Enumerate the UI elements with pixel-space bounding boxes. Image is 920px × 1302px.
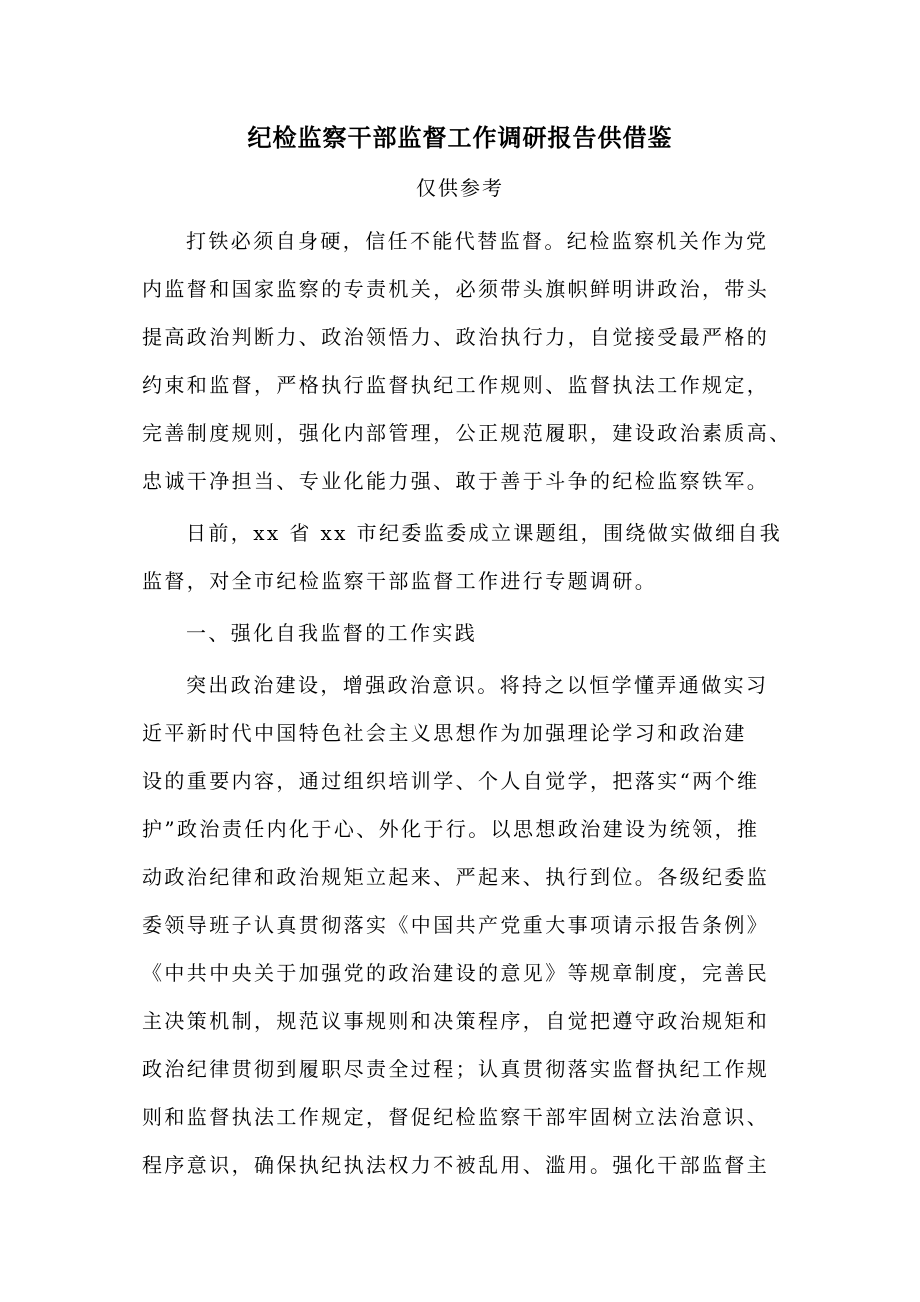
paragraph-line: 动政治纪律和政治规矩立起来、严起来、执行到位。各级纪委监 <box>142 865 770 889</box>
paragraph-line: 突出政治建设，增强政治意识。将持之以恒学懂弄通做实习 <box>186 673 769 697</box>
paragraph-line: 提高政治判断力、政治领悟力、政治执行力，自觉接受最严格的 <box>142 325 770 349</box>
paragraph-line: 监督，对全市纪检监察干部监督工作进行专题调研。 <box>142 569 658 593</box>
paragraph-line: 《中共中央关于加强党的政治建设的意见》等规章制度，完善民 <box>142 961 770 985</box>
paragraph-line: 护”政治责任内化于心、外化于行。以思想政治建设为统领，推 <box>142 817 760 841</box>
paragraph-line: 近平新时代中国特色社会主义思想作为加强理论学习和政治建 <box>142 721 747 745</box>
document-subtitle: 仅供参考 <box>416 176 504 200</box>
paragraph-line: 程序意识，确保执纪执法权力不被乱用、滥用。强化干部监督主 <box>142 1153 770 1177</box>
paragraph-line: 委领导班子认真贯彻落实《中国共产党重大事项请示报告条例》 <box>142 913 770 937</box>
paragraph-line: 日前，xx 省 xx 市纪委监委成立课题组，围绕做实做细自我 <box>186 521 783 545</box>
document-title: 纪检监察干部监督工作调研报告供借鉴 <box>247 123 673 152</box>
paragraph-line: 设的重要内容，通过组织培训学、个人自觉学，把落实“两个维 <box>142 769 760 793</box>
paragraph-line: 忠诚干净担当、专业化能力强、敢于善于斗争的纪检监察铁军。 <box>142 469 770 493</box>
paragraph-line: 打铁必须自身硬，信任不能代替监督。纪检监察机关作为党 <box>186 229 769 253</box>
paragraph-line: 完善制度规则，强化内部管理，公正规范履职，建设政治素质高、 <box>142 421 792 445</box>
paragraph-line: 主决策机制，规范议事规则和决策程序，自觉把遵守政治规矩和 <box>142 1009 770 1033</box>
paragraph-line: 内监督和国家监察的专责机关，必须带头旗帜鲜明讲政治，带头 <box>142 277 770 301</box>
section-heading: 一、强化自我监督的工作实践 <box>186 621 478 645</box>
paragraph-line: 则和监督执法工作规定，督促纪检监察干部牢固树立法治意识、 <box>142 1105 770 1129</box>
paragraph-line: 约束和监督，严格执行监督执纪工作规则、监督执法工作规定， <box>142 373 770 397</box>
paragraph-line: 政治纪律贯彻到履职尽责全过程；认真贯彻落实监督执纪工作规 <box>142 1057 770 1081</box>
